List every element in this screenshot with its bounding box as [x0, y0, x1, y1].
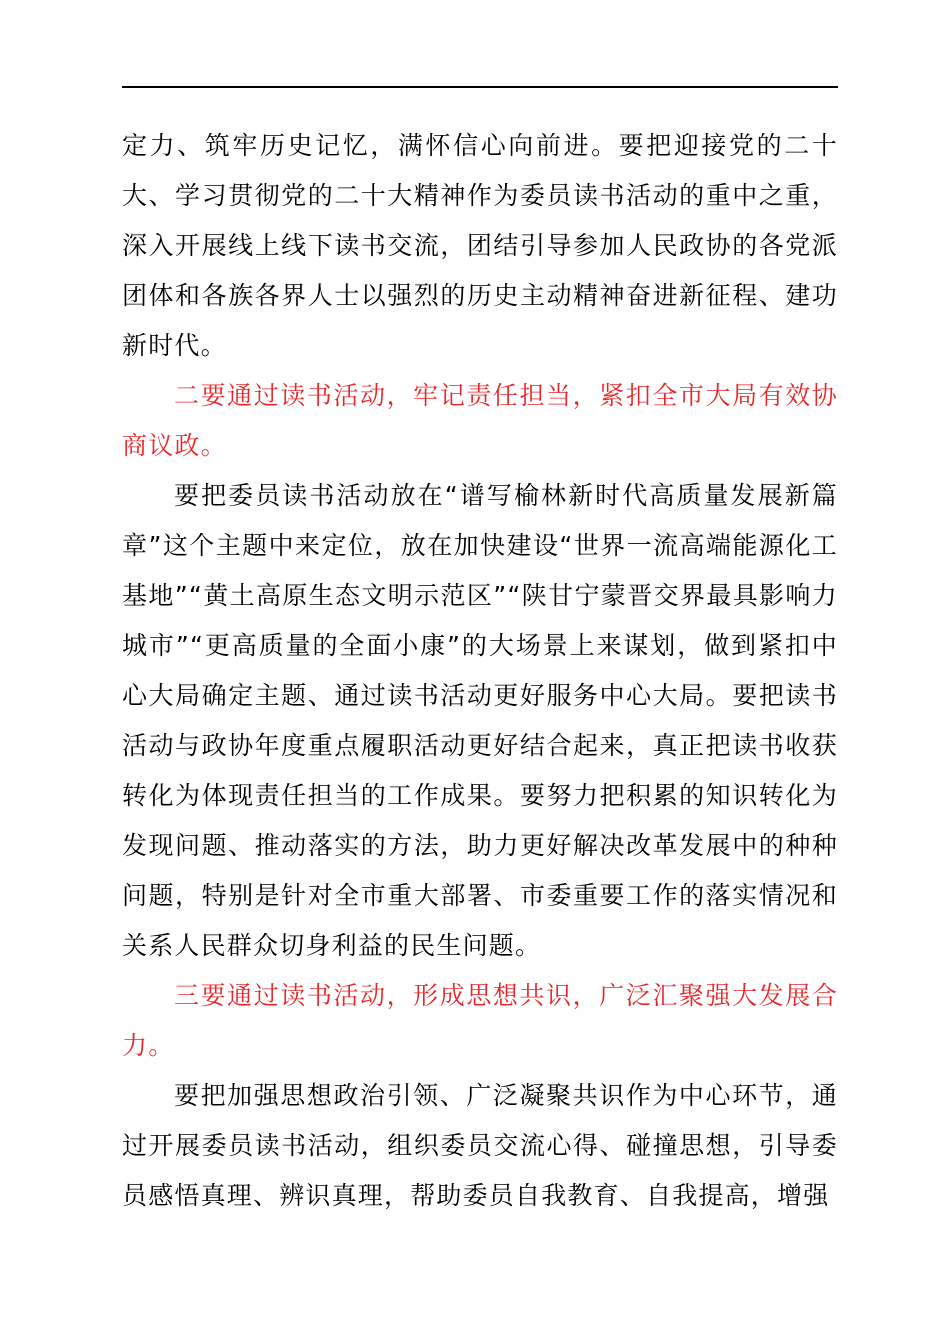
document-body — [122, 121, 838, 1221]
section-heading-2: 二要通过读书活动，牢记责任担当，紧扣全市大局有效协商议政。 — [122, 381, 838, 460]
paragraph-1: 定力、筑牢历史记忆，满怀信心向前进。要把迎接党的二十大、学习贯彻党的二十大精神作为委员读书活动的重中之重，深入开展线上线下读书交流，团结引导参加人民政协的各党派团体和各族各界人士以强烈的历史主动精神奋进新征程、建功新时代。 — [122, 131, 838, 360]
paragraph-3: 要把加强思想政治引领、广泛凝聚共识作为中心环节，通过开展委员读书活动，组织委员交流心得、碰撞思想，引导委员感悟真理、辨识真理，帮助委员自我教育、自我提高，增强 — [122, 1081, 838, 1210]
header-rule — [122, 86, 838, 88]
section-heading-3: 三要通过读书活动，形成思想共识，广泛汇聚强大发展合力。 — [122, 981, 838, 1060]
paragraph-2: 要把委员读书活动放在“谱写榆林新时代高质量发展新篇章”这个主题中来定位，放在加快建设“世界一流高端能源化工基地”“黄土高原生态文明示范区”“陕甘宁蒙晋交界最具影响力城市”“更高质量的全面小康”的大场景上来谋划，做到紧扣中心大局确定主题、通过读书活动更好服务中心大局。要把读书活动与政协年度重点履职活动更好结合起来，真正把读书收获转化为体现责任担当的工作成果。要努力把积累的知识转化为发现问题、推动落实的方法，助力更好解决改革发展中的种种问题，特别是针对全市重大部署、市委重要工作的落实情况和关系人民群众切身利益的民生问题。 — [122, 481, 838, 960]
